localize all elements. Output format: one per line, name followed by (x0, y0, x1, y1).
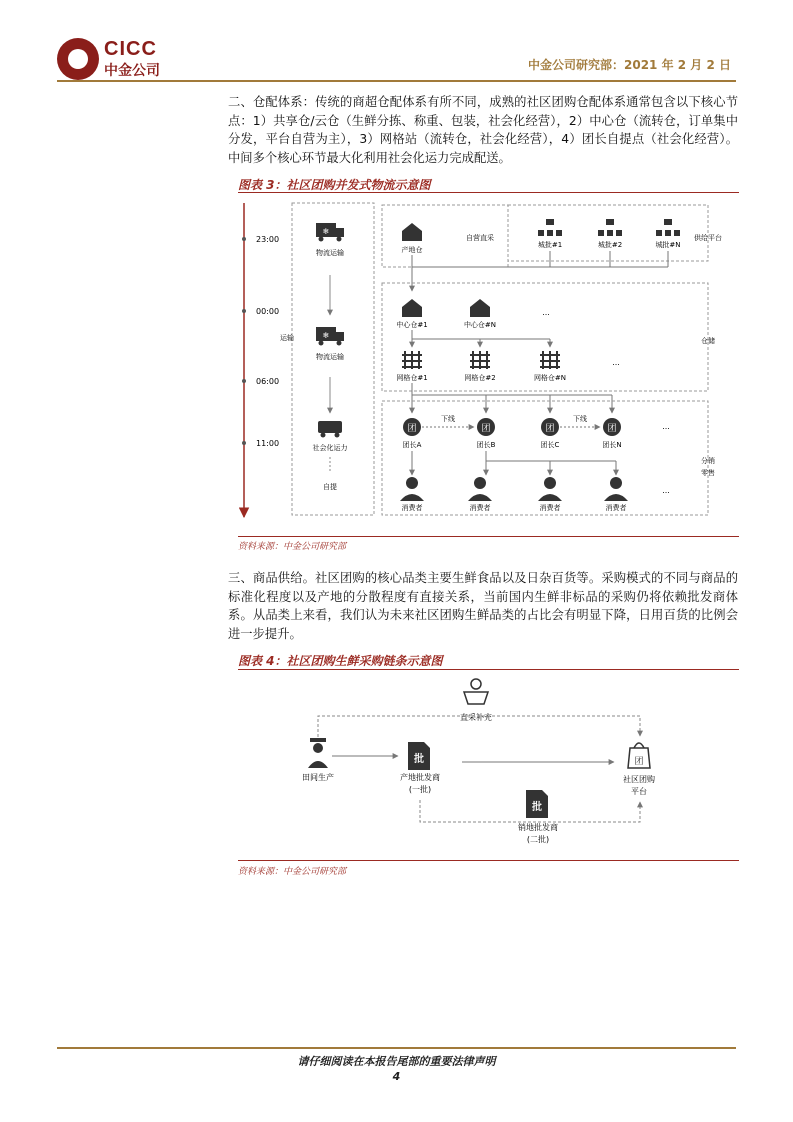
wholesale-doc-icon (408, 742, 430, 770)
consumer-icon (604, 477, 628, 501)
direct-label: 直采补充 (460, 713, 492, 722)
leader-icon: 团 (607, 424, 617, 434)
ellipsis: ... (542, 308, 550, 317)
figure3-bottom-rule (238, 536, 739, 537)
grid-icon (540, 351, 560, 369)
leader-label: 团长A (402, 441, 422, 449)
footer-divider (57, 1047, 736, 1049)
city-wholesale: 城批#1 (537, 241, 563, 249)
offline-label: 下线 (573, 415, 587, 423)
storage-label: 仓储 (701, 337, 715, 345)
page-number: 4 (392, 1070, 401, 1083)
paragraph-supply: 三、商品供给。社区团购的核心品类主要生鲜食品以及日杂百货等。采购模式的不同与商品的标准化程度以及产地的分散程度有直接关系，当前国内生鲜非标品的采购仍将依赖批发商体系。从品类上来看，我们认为未来社区团购生鲜品类的占比会有明显下降，日用百货的比例会进一步提升。 (228, 571, 738, 641)
time-label: 06:00 (256, 377, 280, 386)
central-label: 中心仓#N (463, 321, 497, 329)
warehouse-icon (470, 299, 490, 317)
hierarchy-icon (598, 219, 622, 236)
consumer-icon (400, 477, 424, 501)
figure3-diagram (230, 195, 742, 535)
svg-text:批: 批 (532, 802, 542, 813)
farm-label: 田间生产 (302, 773, 334, 782)
time-label: 11:00 (256, 439, 280, 448)
figure3-source: 资料来源：中金公司研究部 (238, 542, 347, 552)
figure4-title: 图表 4：社区团购生鲜采购链条示意图 (238, 654, 443, 668)
consumer-label: 消费者 (469, 504, 491, 512)
consumer-icon (538, 477, 562, 501)
city-wholesale: 城批#2 (597, 241, 623, 249)
supply-platform-label: 供给平台 (694, 234, 722, 242)
left-label: 自提 (323, 483, 337, 491)
origin-wholesale-label: 产地批发商 (400, 773, 440, 782)
central-label: 中心仓#1 (396, 321, 428, 329)
city-wholesale: 城批#N (655, 241, 681, 249)
footer-notice: 请仔细阅读在本报告尾部的重要法律声明 (297, 1055, 496, 1068)
leader-label: 团长N (602, 441, 622, 449)
figure4-top-rule (238, 669, 739, 670)
ellipsis: ... (612, 358, 620, 367)
warehouse-icon (402, 223, 422, 241)
figure3-title: 图表 3：社区团购并发式物流示意图 (238, 178, 431, 192)
svg-text:批: 批 (414, 754, 424, 765)
figure3-top-rule (238, 192, 739, 193)
transport-label: 运输 (280, 334, 294, 342)
left-label: 物流运输 (316, 249, 344, 257)
wholesale-doc-icon (526, 790, 548, 818)
grid-icon (470, 351, 490, 369)
truck-icon (316, 223, 344, 242)
cicc-logo-icon (57, 38, 99, 80)
distribution-label: 零售 (701, 469, 715, 477)
platform-label: 平台 (631, 787, 647, 796)
basket-icon (464, 679, 488, 704)
left-label: 社会化运力 (312, 444, 348, 452)
figure4-source: 资料来源：中金公司研究部 (238, 867, 347, 877)
ellipsis: ... (662, 422, 670, 431)
logo-text-en: CICC (104, 38, 157, 60)
svg-text:团: 团 (634, 757, 644, 767)
logo-text-cn: 中金公司 (104, 63, 160, 79)
sales-wholesale-label: 销地批发商 (518, 823, 558, 832)
leader-icon: 团 (545, 424, 555, 434)
grid-label: 网格仓#N (533, 374, 567, 382)
warehouse-icon (402, 299, 422, 317)
consumer-label: 消费者 (605, 504, 627, 512)
self-purchase-label: 自营直采 (466, 234, 494, 242)
header-date: 中金公司研究部：2021 年 2 月 2 日 (528, 58, 731, 72)
svg-text:❄: ❄ (322, 331, 330, 340)
consumer-label: 消费者 (539, 504, 561, 512)
second-level-label: (二批) (526, 835, 550, 844)
van-icon (318, 421, 342, 438)
figure4-bottom-rule (238, 860, 739, 861)
header-divider (57, 80, 736, 82)
consumer-icon (468, 477, 492, 501)
truck-icon (316, 327, 344, 346)
distribution-label: 分销 (701, 457, 715, 465)
origin-label: 产地仓 (401, 246, 423, 254)
svg-text:❄: ❄ (322, 227, 330, 236)
leader-label: 团长C (540, 441, 560, 449)
figure4-diagram (238, 672, 740, 858)
hierarchy-icon (538, 219, 562, 236)
hierarchy-icon (656, 219, 680, 236)
paragraph-warehouse: 二、仓配体系：传统的商超仓配体系有所不同，成熟的社区团购仓配体系通常包含以下核心节点：1）共享仓/云仓（生鲜分拣、称重、包装，社会化经营），2）中心仓（流转仓，订单集中分发，平台自营为主），3）网格站（流转仓，社会化经营），4）团长自提点（社会化经营）。中间多个核心环节最大化利用社会化运力完成配送。 (228, 95, 738, 165)
leader-icon: 团 (481, 424, 491, 434)
leader-label: 团长B (476, 441, 496, 449)
platform-bag-icon (628, 743, 650, 768)
first-level-label: (一批) (408, 785, 432, 794)
left-label: 物流运输 (316, 353, 344, 361)
grid-label: 网格仓#2 (464, 374, 496, 382)
ellipsis: ... (662, 486, 670, 495)
time-label: 00:00 (256, 307, 280, 316)
consumer-label: 消费者 (401, 504, 423, 512)
grid-label: 网格仓#1 (396, 374, 428, 382)
leader-icon: 团 (407, 424, 417, 434)
offline-label: 下线 (441, 415, 455, 423)
grid-icon (402, 351, 422, 369)
platform-label: 社区团购 (623, 775, 655, 784)
farmer-icon (308, 738, 328, 768)
time-label: 23:00 (256, 235, 280, 244)
